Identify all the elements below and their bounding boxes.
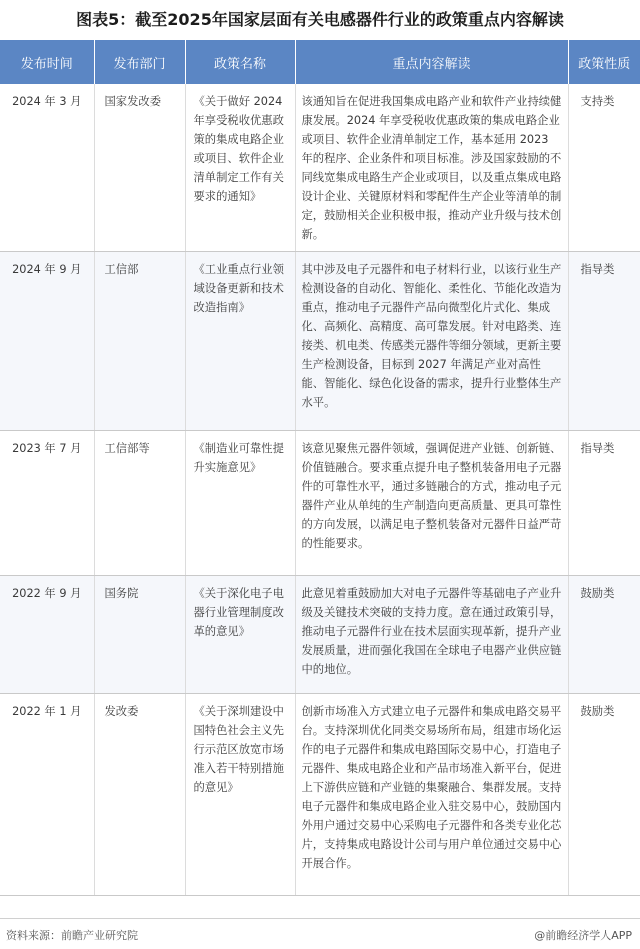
cell-policy-type: 鼓励类 (568, 576, 640, 694)
cell-date: 2024 年 9 月 (0, 252, 94, 431)
policy-table (0, 40, 640, 896)
cell-policy-name: 《关于做好 2024 年享受税收优惠政策的集成电路企业或项目、软件企业清单制定工作有关要求的通知》 (185, 84, 295, 252)
cell-date: 2024 年 3 月 (0, 84, 94, 252)
cell-dept: 国家发改委 (94, 84, 185, 252)
cell-policy-name: 《工业重点行业领域设备更新和技术改造指南》 (185, 252, 295, 431)
cell-dept: 工信部等 (94, 431, 185, 576)
cell-policy-name: 《制造业可靠性提升实施意见》 (185, 431, 295, 576)
cell-content: 该意见聚焦元器件领域，强调促进产业链、创新链、价值链融合。要求重点提升电子整机装备用电子元器件的可靠性水平，通过多链融合的方式，推动电子元器件产业从单纯的生产制造向更高质量、更具可靠性的方向发展，以满足电子整机装备对元器件日益严苛的性能要求。 (295, 431, 568, 576)
cell-policy-name: 《关于深圳建设中国特色社会主义先行示范区放宽市场准入若干特别措施的意见》 (185, 694, 295, 896)
cell-content: 其中涉及电子元器件和电子材料行业，以该行业生产检测设备的自动化、智能化、柔性化、节能化改造为重点，推动电子元器件产品向微型化片式化、集成化、高频化、高精度、高可靠发展。针对电路类、连接类、机电类、传感类元器件等细分领域，更新主要生产检测设备，目标到 2027 年满足产业对高性能、智能化、绿色化设备的需求，提升行业整体生产水平。 (295, 252, 568, 431)
header-content: 重点内容解读 (295, 40, 568, 84)
cell-content: 此意见着重鼓励加大对电子元器件等基础电子产业升级及关键技术突破的支持力度。意在通过政策引导，推动电子元器件行业在技术层面实现革新，提升产业发展质量，进而强化我国在全球电子电器产业供应链中的地位。 (295, 576, 568, 694)
header-date: 发布时间 (0, 40, 94, 84)
header-type: 政策性质 (568, 40, 640, 84)
table-header-row (0, 40, 640, 84)
cell-date: 2023 年 7 月 (0, 431, 94, 576)
cell-policy-name: 《关于深化电子电器行业管理制度改革的意见》 (185, 576, 295, 694)
cell-policy-type: 指导类 (568, 252, 640, 431)
cell-content: 该通知旨在促进我国集成电路产业和软件产业持续健康发展。2024 年享受税收优惠政策的集成电路企业或项目、软件企业清单制定工作，基本延用 2023 年的程序、企业条件和项目标准。涉及国家鼓励的不同线宽集成电路生产企业或项目，以及重点集成电路设计企业、关键原材料和零配件生产企业等清单的制定，鼓励相关企业积极申报，推动产业升级与技术创新。 (295, 84, 568, 252)
cell-date: 2022 年 1 月 (0, 694, 94, 896)
table-row (0, 84, 640, 252)
cell-policy-type: 指导类 (568, 431, 640, 576)
source-note: 资料来源：前瞻产业研究院 (6, 929, 138, 942)
table-row (0, 576, 640, 694)
figure-title: 图表5：截至2025年国家层面有关电感器件行业的政策重点内容解读 (76, 10, 564, 29)
cell-policy-type: 鼓励类 (568, 694, 640, 896)
header-dept: 发布部门 (94, 40, 185, 84)
cell-dept: 发改委 (94, 694, 185, 896)
header-name: 政策名称 (185, 40, 295, 84)
table-row (0, 252, 640, 431)
cell-date: 2022 年 9 月 (0, 576, 94, 694)
footer (0, 918, 640, 949)
table-row (0, 431, 640, 576)
cell-policy-type: 支持类 (568, 84, 640, 252)
cell-dept: 国务院 (94, 576, 185, 694)
cell-dept: 工信部 (94, 252, 185, 431)
cell-content: 创新市场准入方式建立电子元器件和集成电路交易平台。支持深圳优化同类交易场所布局，组建市场化运作的电子元器件和集成电路国际交易中心，打造电子元器件、集成电路企业和产品市场准入新平台，促进上下游供应链和产业链的集聚融合、集群发展。支持电子元器件和集成电路企业入驻交易中心，鼓励国内外用户通过交易中心采购电子元器件和各类专业化芯片，支持集成电路设计公司与用户单位通过交易中心开展合作。 (295, 694, 568, 896)
brand-link[interactable]: @前瞻经济学人APP (534, 929, 632, 942)
table-row (0, 694, 640, 896)
